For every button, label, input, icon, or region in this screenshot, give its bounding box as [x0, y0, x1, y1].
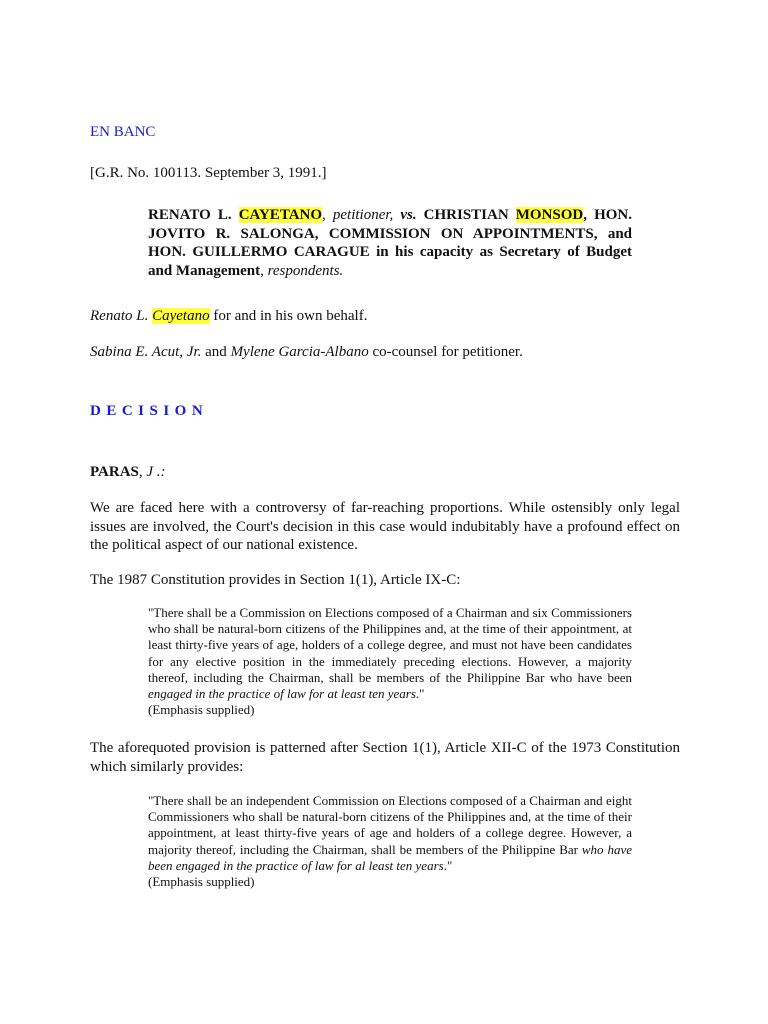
- counsel-name-a: Sabina E. Acut, Jr.: [90, 344, 202, 360]
- court-division-label: EN BANC: [90, 124, 156, 140]
- ponente-name: PARAS: [90, 464, 139, 480]
- block-quote-1: [148, 605, 632, 718]
- counsel-name-b: Mylene Garcia-Albano: [230, 344, 369, 360]
- respondent-surname-highlight: MONSOD: [515, 207, 584, 223]
- body-paragraph-1: We are faced here with a controversy of far-reaching proportions. While ostensibly only legal issues are involved, the Court's decision in this case would indubitably have a profound effect on the political aspect of our national existence.: [90, 500, 680, 553]
- quote-2-emphasis-note: (Emphasis supplied): [148, 874, 255, 890]
- case-reference: [G.R. No. 100113. September 3, 1991.]: [90, 165, 327, 181]
- counsel-conjunction: and: [201, 344, 231, 360]
- block-quote-2: [148, 793, 632, 890]
- counsel-line-1: [90, 308, 367, 325]
- body-paragraph-2: The 1987 Constitution provides in Section 1(1), Article IX-C:: [90, 572, 461, 588]
- case-parties: [148, 206, 632, 280]
- quote-1-emphasis: engaged in the practice of law for at least ten years: [148, 686, 416, 702]
- quote-2-text: "There shall be an independent Commission on Elections composed of a Chairman and eight Commissioners who shall be natural-born citizens of the Philippines and, at the time of their appointment, at least thirty-five years of age and holders of a college degree. However, a majority thereof, including the Chairman, shall be members of the Philippine Bar: [148, 793, 632, 857]
- quote-2-close: .": [443, 857, 453, 873]
- quote-2-emphasis: who have been engaged in the practice of law for al least ten years: [148, 841, 632, 873]
- petitioner-surname-highlight: CAYETANO: [238, 207, 323, 223]
- counsel-name-prefix: Renato L.: [90, 308, 153, 324]
- ponente-line: [90, 464, 166, 481]
- counsel-line-2-rest: co-counsel for petitioner.: [368, 344, 523, 360]
- respondents-list: , HON. JOVITO R. SALONGA, COMMISSION ON APPOINTMENTS, and HON. GUILLERMO CARAGUE in his capacity as Secretary of Budget and Management: [148, 207, 632, 279]
- counsel-surname-highlight: Cayetano: [152, 308, 210, 324]
- body-paragraph-3: The aforequoted provision is patterned after Section 1(1), Article XII-C of the 1973 Constitution which similarly provides:: [90, 740, 680, 775]
- counsel-line-2: [90, 344, 523, 361]
- quote-1-text: "There shall be a Commission on Elections composed of a Chairman and six Commissioners who shall be natural-born citizens of the Philippines and, at the time of their appointment, at least thirty-five years of age, holders of a college degree, and must not have been candidates for any elective position in the immediately preceding elections. However, a majority thereof, including the Chairman, shall be members of the Philippine Bar who have been: [148, 605, 632, 685]
- petitioner-prefix: RENATO L.: [148, 207, 239, 223]
- ponente-suffix: , J .:: [138, 464, 166, 480]
- quote-1-emphasis-note: (Emphasis supplied): [148, 702, 255, 718]
- respondents-role: , respondents.: [260, 262, 344, 279]
- decision-heading: DECISION: [90, 403, 209, 419]
- versus-label: vs.: [400, 207, 417, 223]
- petitioner-role: , petitioner,: [322, 207, 401, 223]
- respondent-prefix: CHRISTIAN: [416, 207, 516, 223]
- counsel-line-1-rest: for and in his own behalf.: [209, 308, 368, 324]
- quote-1-close: .": [415, 686, 425, 702]
